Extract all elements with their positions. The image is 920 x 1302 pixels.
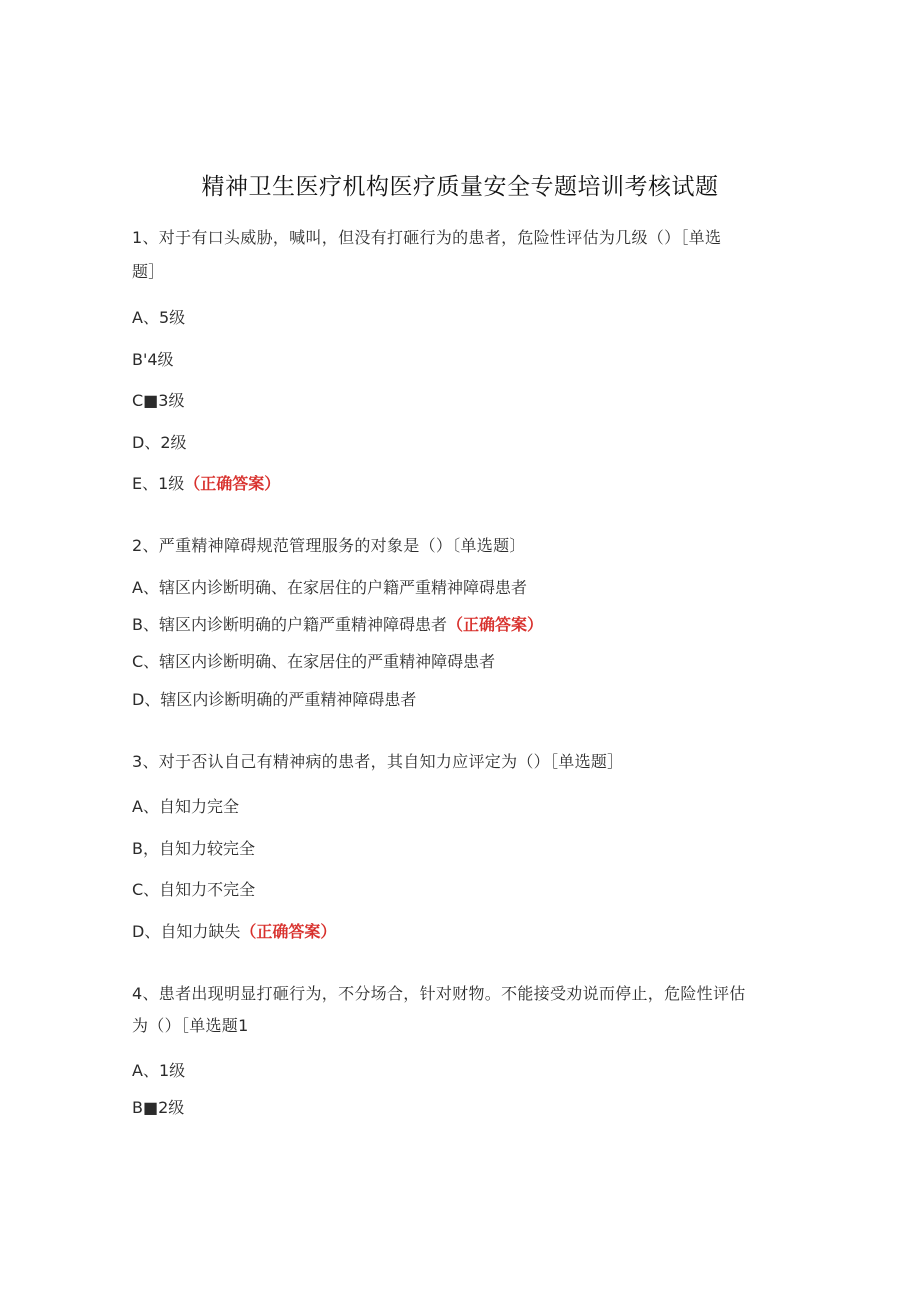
question-3-text: 3、对于否认自己有精神病的患者，其自知力应评定为（）［单选题］ — [132, 752, 624, 771]
option-text: D、自知力缺失 — [132, 922, 241, 941]
question-1-option-a: A、5级 — [132, 308, 186, 327]
correct-answer-mark: （正确答案） — [240, 922, 337, 941]
question-1-option-c: C■3级 — [132, 391, 185, 410]
question-3-option-d — [132, 922, 792, 942]
question-1-text-line-1: 1、对于有口头威胁，喊叫，但没有打砸行为的患者，危险性评估为几级（）［单选 — [132, 228, 722, 247]
correct-answer-mark: （正确答案） — [184, 474, 281, 493]
option-text: B、辖区内诊断明确的户籍严重精神障碍患者 — [132, 615, 447, 634]
question-2-text: 2、严重精神障碍规范管理服务的对象是（）〔单选题〕 — [132, 536, 526, 555]
question-3-option-b: B，自知力较完全 — [132, 839, 255, 858]
question-2-option-c: C、辖区内诊断明确、在家居住的严重精神障碍患者 — [132, 652, 496, 671]
question-4-option-a: A、1级 — [132, 1061, 186, 1080]
correct-answer-mark: （正确答案） — [446, 615, 543, 634]
question-4-option-b: B■2级 — [132, 1098, 185, 1117]
question-2-option-d: D、辖区内诊断明确的严重精神障碍患者 — [132, 690, 417, 709]
question-3-option-a: A、自知力完全 — [132, 797, 239, 816]
question-1-option-d: D、2级 — [132, 433, 187, 452]
question-4-text-line-1: 4、患者出现明显打砸行为，不分场合，针对财物。不能接受劝说而停止，危险性评估 — [132, 984, 746, 1003]
question-2-option-b — [132, 615, 792, 635]
question-1-option-b: B'4级 — [132, 350, 174, 369]
page-title: 精神卫生医疗机构医疗质量安全专题培训考核试题 — [201, 174, 719, 200]
question-1-text-line-2: 题］ — [132, 262, 165, 281]
question-1-option-e — [132, 474, 792, 494]
option-text: E、1级 — [132, 474, 185, 493]
question-4-text-line-2: 为（）［单选题1 — [132, 1016, 249, 1035]
question-2-option-a: A、辖区内诊断明确、在家居住的户籍严重精神障碍患者 — [132, 578, 527, 597]
question-3-option-c: C、自知力不完全 — [132, 880, 256, 899]
